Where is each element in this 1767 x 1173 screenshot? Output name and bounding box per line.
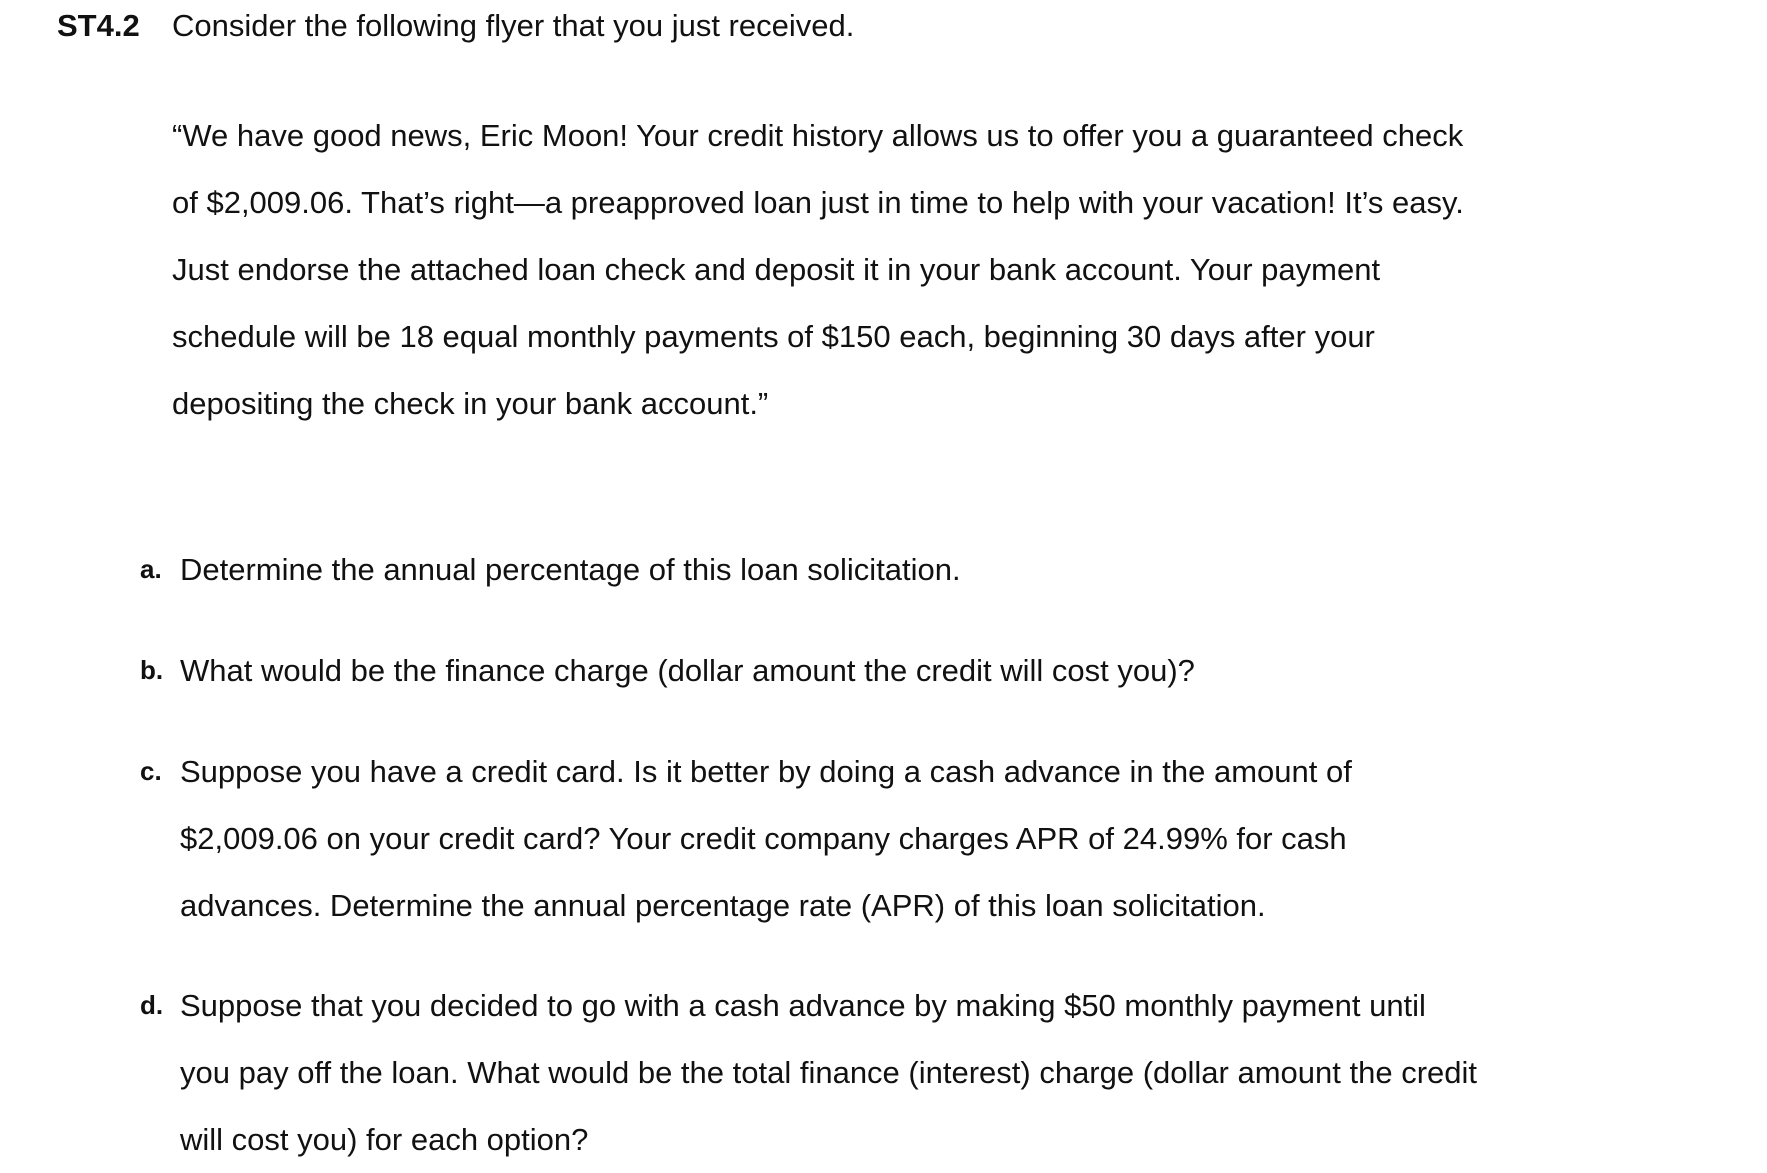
question-text: will cost you) for each option? xyxy=(180,1122,589,1157)
question-text: What would be the finance charge (dollar amount the credit will cost you)? xyxy=(180,653,1195,688)
question-d xyxy=(140,972,1640,1173)
flyer-line: schedule will be 18 equal monthly payments of $150 each, beginning 30 days after your xyxy=(172,319,1375,354)
question-b xyxy=(140,637,1640,704)
question-text: Suppose you have a credit card. Is it better by doing a cash advance in the amount of xyxy=(180,754,1352,789)
question-text: advances. Determine the annual percentage rate (APR) of this loan solicitation. xyxy=(180,888,1266,923)
flyer-line: Just endorse the attached loan check and deposit it in your bank account. Your payment xyxy=(172,252,1381,287)
question-text: $2,009.06 on your credit card? Your credit company charges APR of 24.99% for cash xyxy=(180,821,1347,856)
problem-header xyxy=(57,6,854,46)
question-letter: a. xyxy=(140,554,162,584)
problem-prompt: Consider the following flyer that you just received. xyxy=(172,8,855,43)
question-a xyxy=(140,536,1640,603)
flyer-quote xyxy=(172,102,1612,437)
question-list xyxy=(140,536,1640,1173)
question-letter: d. xyxy=(140,990,164,1020)
question-letter: b. xyxy=(140,655,164,685)
question-text: Suppose that you decided to go with a cash advance by making $50 monthly payment until xyxy=(180,988,1426,1023)
problem-id: ST4.2 xyxy=(57,8,140,43)
question-letter: c. xyxy=(140,756,162,786)
flyer-line: depositing the check in your bank account.” xyxy=(172,386,769,421)
question-c xyxy=(140,738,1640,939)
question-text: Determine the annual percentage of this loan solicitation. xyxy=(180,552,961,587)
question-text: you pay off the loan. What would be the total finance (interest) charge (dollar amount the credit xyxy=(180,1055,1478,1090)
flyer-line: “We have good news, Eric Moon! Your credit history allows us to offer you a guaranteed check xyxy=(172,118,1464,153)
flyer-line: of $2,009.06. That’s right—a preapproved loan just in time to help with your vacation! It’s easy. xyxy=(172,185,1464,220)
